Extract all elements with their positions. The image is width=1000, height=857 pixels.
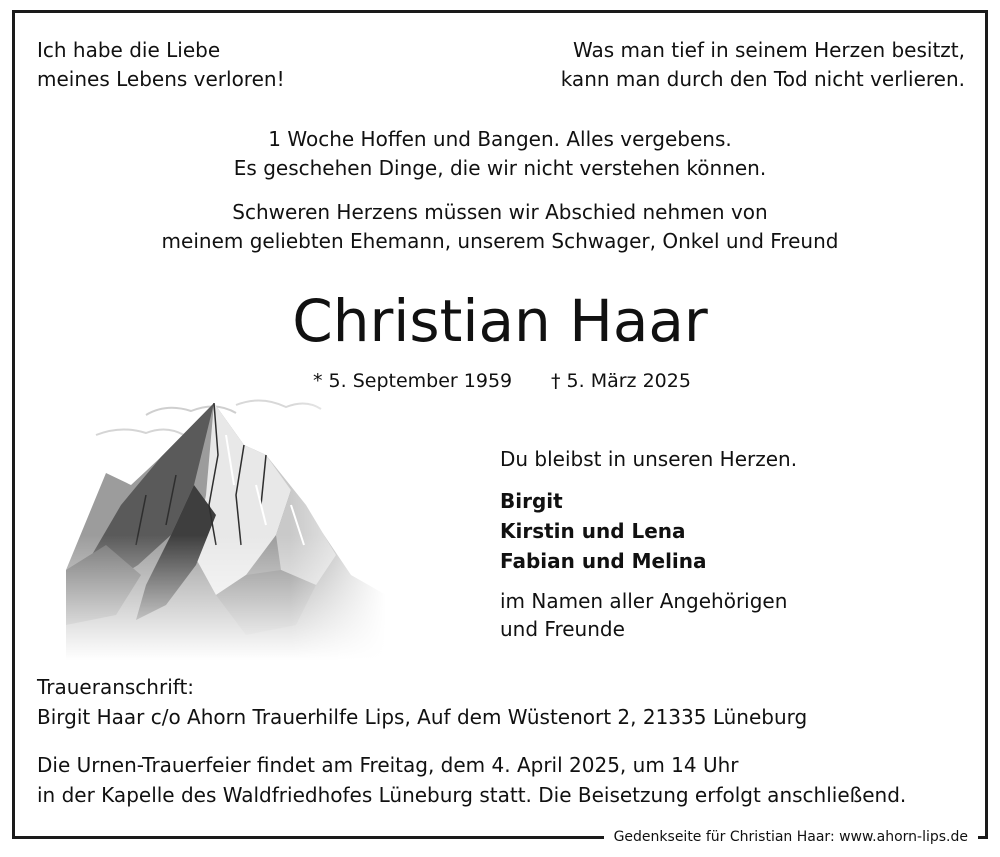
- farewell-text: Du bleibst in unseren Herzen.: [500, 447, 798, 471]
- memorial-page-link[interactable]: Gedenkseite für Christian Haar: www.ahorn-lips.de: [604, 826, 978, 848]
- deceased-name: Christian Haar: [292, 287, 708, 355]
- announcement-line-2: meinem geliebten Ehemann, unserem Schwager, Onkel und Freund: [161, 229, 839, 253]
- death-date: † 5. März 2025: [551, 370, 691, 392]
- mountain-illustration: [66, 395, 386, 660]
- ceremony-line-2: in der Kapelle des Waldfriedhofes Lüneburg statt. Die Beisetzung erfolgt anschließend.: [37, 783, 907, 807]
- quote-right-line-1: Was man tief in seinem Herzen besitzt,: [572, 38, 965, 62]
- address-label: Traueranschrift:: [37, 675, 195, 699]
- quote-right-line-2: kann man durch den Tod nicht verlieren.: [560, 67, 965, 91]
- announcement-line-1: Schweren Herzens müssen wir Abschied nehmen von: [232, 200, 768, 224]
- address: Birgit Haar c/o Ahorn Trauerhilfe Lips, Auf dem Wüstenort 2, 21335 Lüneburg: [37, 705, 808, 729]
- on-behalf-line-1: im Namen aller Angehörigen: [500, 589, 788, 613]
- mourner-2: Kirstin und Lena: [500, 519, 686, 543]
- quote-left-line-2: meines Lebens verloren!: [37, 67, 285, 91]
- mourner-3: Fabian und Melina: [500, 549, 707, 573]
- ceremony-line-1: Die Urnen-Trauerfeier findet am Freitag, dem 4. April 2025, um 14 Uhr: [37, 753, 739, 777]
- mourner-1: Birgit: [500, 489, 563, 513]
- birth-date: * 5. September 1959: [313, 370, 513, 392]
- intro-line-2: Es geschehen Dinge, die wir nicht verstehen können.: [233, 156, 767, 180]
- intro-line-1: 1 Woche Hoffen und Bangen. Alles vergebens.: [268, 127, 732, 151]
- quote-left-line-1: Ich habe die Liebe: [37, 38, 221, 62]
- on-behalf-line-2: und Freunde: [500, 617, 625, 641]
